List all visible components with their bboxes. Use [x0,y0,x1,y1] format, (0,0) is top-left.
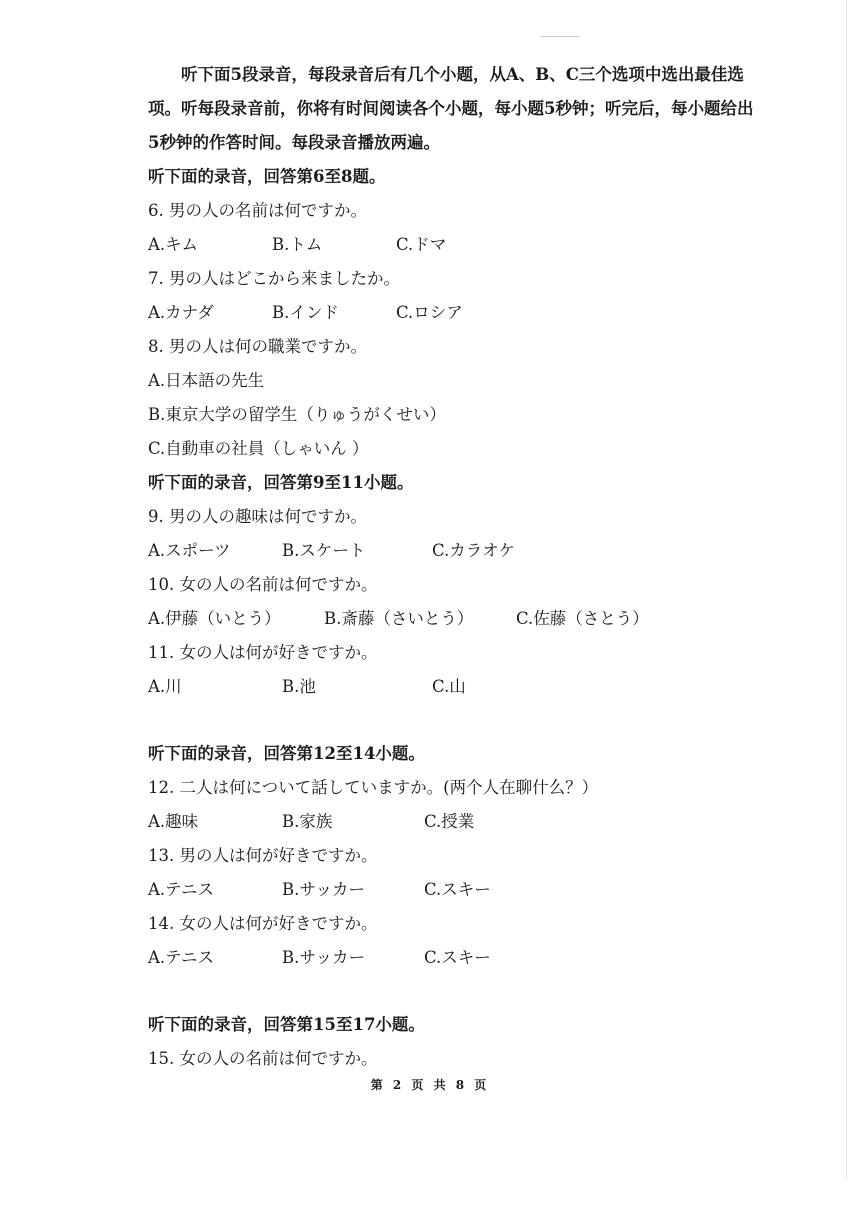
section-heading-12-14: 听下面的录音，回答第12至14小题。 [148,744,425,763]
section-gap [148,704,758,737]
page-number: 第 2 页 共 8 页 [370,1078,490,1092]
option-8-c[interactable]: C.自動車の社員（しゃいん ） [148,439,369,458]
option-12-c[interactable]: C.授業 [424,812,475,831]
instructions: 听下面5段录音，每段录音后有几个小题，从A、B、C三个选项中选出最佳选项。听每段录音前，你将有时间阅读各个小题，每小题5秒钟；听完后，每小题给出5秒钟的作答时间。每段录音播放两遍。 [148,65,754,152]
option-11-b[interactable]: B.池 [282,677,316,696]
options-11 [148,670,758,704]
question-7: 7. 男の人はどこから来ましたか。 [148,269,400,288]
option-8-b[interactable]: B.東京大学の留学生（りゅうがくせい） [148,405,446,424]
option-12-b[interactable]: B.家族 [282,812,333,831]
section-heading-15-17: 听下面的录音，回答第15至17小题。 [148,1015,425,1034]
option-14-b[interactable]: B.サッカー [282,948,366,967]
question-15: 15. 女の人の名前は何ですか。 [148,1049,378,1068]
option-9-b[interactable]: B.スケート [282,541,366,560]
top-divider [540,36,580,37]
option-8-a[interactable]: A.日本語の先生 [148,371,265,390]
section-gap [148,975,758,1008]
option-10-b[interactable]: B.斎藤（さいとう） [324,609,474,628]
option-6-c[interactable]: C.ドマ [396,235,447,254]
option-13-c[interactable]: C.スキー [424,880,491,899]
option-11-c[interactable]: C.山 [432,677,466,696]
option-13-a[interactable]: A.テニス [148,880,215,899]
question-12: 12. 二人は何について話していますか。(两个人在聊什么？） [148,778,599,797]
option-7-b[interactable]: B.インド [272,303,339,322]
option-10-c[interactable]: C.佐藤（さとう） [516,609,649,628]
question-14: 14. 女の人は何が好きですか。 [148,914,378,933]
option-9-a[interactable]: A.スポーツ [148,541,231,560]
question-9: 9. 男の人の趣味は何ですか。 [148,507,367,526]
options-10 [148,602,758,636]
option-14-c[interactable]: C.スキー [424,948,491,967]
option-10-a[interactable]: A.伊藤（いとう） [148,609,281,628]
option-11-a[interactable]: A.川 [148,677,182,696]
question-11: 11. 女の人は何が好きですか。 [148,643,378,662]
options-6 [148,228,758,262]
options-7 [148,296,758,330]
option-6-b[interactable]: B.トム [272,235,323,254]
question-8: 8. 男の人は何の職業ですか。 [148,337,367,356]
question-13: 13. 男の人は何が好きですか。 [148,846,378,865]
option-12-a[interactable]: A.趣味 [148,812,199,831]
option-7-c[interactable]: C.ロシア [396,303,463,322]
option-6-a[interactable]: A.キム [148,235,198,254]
option-13-b[interactable]: B.サッカー [282,880,366,899]
option-7-a[interactable]: A.カナダ [148,303,214,322]
exam-page [148,58,758,1076]
section-heading-6-8: 听下面的录音，回答第6至8题。 [148,167,386,186]
options-12 [148,805,758,839]
question-10: 10. 女の人の名前は何ですか。 [148,575,378,594]
options-9 [148,534,758,568]
option-9-c[interactable]: C.カラオケ [432,541,515,560]
option-14-a[interactable]: A.テニス [148,948,215,967]
question-6: 6. 男の人の名前は何ですか。 [148,201,367,220]
options-13 [148,873,758,907]
section-heading-9-11: 听下面的录音，回答第9至11小题。 [148,473,414,492]
page-edge [846,0,847,1180]
options-14 [148,941,758,975]
